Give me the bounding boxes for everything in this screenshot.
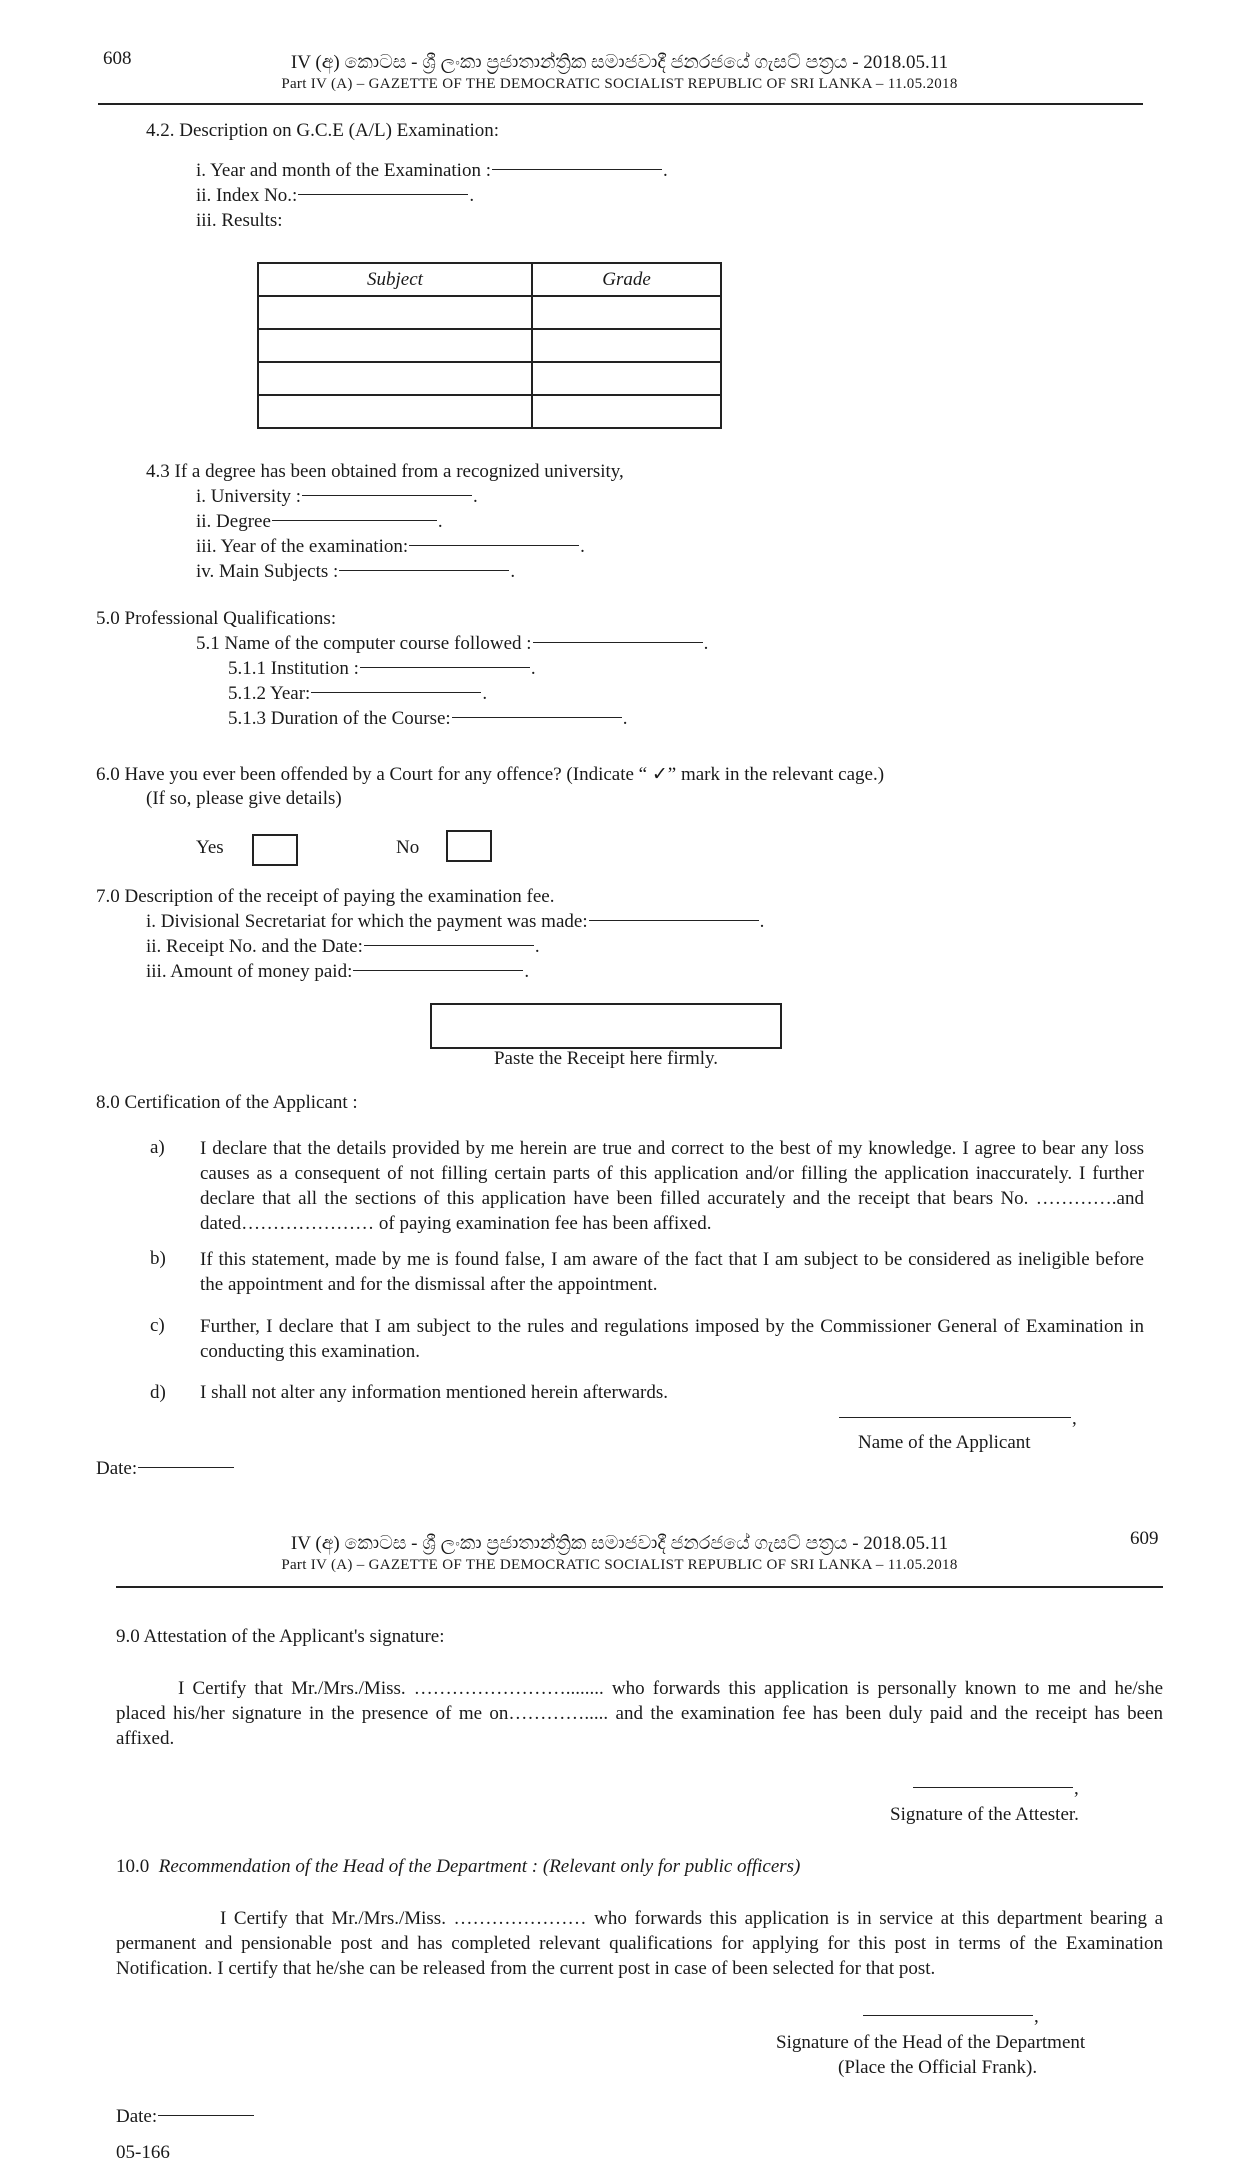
page-header-609 [0, 1533, 1239, 1574]
receipt-paste-note: Paste the Receipt here firmly. [493, 1048, 719, 1069]
main-subjects-field[interactable]: iv. Main Subjects : . [196, 561, 516, 582]
field-label: 5.1 Name of the computer course followed : [196, 633, 532, 654]
table-cell[interactable] [532, 296, 721, 329]
official-frank-caption: (Place the Official Frank). [838, 2057, 1038, 2078]
receipt-no-date-field[interactable]: ii. Receipt No. and the Date: . [146, 936, 540, 957]
field-label: ii. Degree [196, 511, 271, 532]
section-10-heading: Recommendation of the Head of the Department : (Relevant only for public officers) [158, 1856, 801, 1877]
section-8-title: 8.0 Certification of the Applicant : [96, 1092, 358, 1113]
no-label: No [396, 837, 420, 858]
date-field-609[interactable] [116, 2106, 255, 2128]
table-cell[interactable] [532, 362, 721, 395]
exam-year-month-field[interactable]: i. Year and month of the Examination : . [196, 160, 668, 181]
university-field[interactable]: i. University : . [196, 486, 478, 507]
declaration-c: Further, I declare that I am subject to the rules and regulations imposed by the Commissioner General of Examination in conducting this examination. [200, 1316, 1144, 1362]
attestation-text: I Certify that Mr./Mrs./Miss. ……………………........ who forwards this application is personally known to me and he/she placed his/her signature in the presence of me on…………..... and the examination fee has been duly paid and the receipt has been affixed. [116, 1678, 1163, 1749]
declaration-d: I shall not alter any information mentioned herein afterwards. [200, 1382, 668, 1403]
section-6-note: (If so, please give details) [146, 788, 342, 809]
table-cell[interactable] [258, 296, 532, 329]
attester-caption: Signature of the Attester. [890, 1804, 1079, 1825]
course-year-field[interactable]: 5.1.2 Year: . [228, 683, 488, 704]
date-field-608[interactable] [96, 1458, 235, 1480]
receipt-paste-box[interactable] [430, 1003, 782, 1049]
field-label: Date: [96, 1458, 138, 1479]
header-rule [98, 103, 1143, 105]
head-signature-line[interactable]: , [862, 2006, 1039, 2028]
section-4-3-title: 4.3 If a degree has been obtained from a recognized university, [146, 461, 624, 482]
section-10-title [116, 1856, 800, 1878]
item-a-label: a) [150, 1137, 165, 1158]
index-no-field[interactable]: ii. Index No.: . [196, 185, 475, 206]
section-4-2-title: 4.2. Description on G.C.E (A/L) Examination: [146, 120, 500, 141]
section-6-title: 6.0 Have you ever been offended by a Court for any offence? (Indicate “ ✓” mark in the relevant cage.) [96, 764, 885, 785]
page-number-609: 609 [1130, 1528, 1159, 1549]
applicant-signature-line[interactable]: , [838, 1408, 1077, 1430]
results-table [257, 262, 722, 429]
header-sinhala: IV (අ) කොටස - ශ්‍රී ලංකා ප්‍රජාතාන්ත්‍රික සමාජවාදී ජනරජයේ ගැසට් පත්‍රය - 2018.05.11 [290, 1533, 949, 1554]
header-rule [116, 1586, 1163, 1588]
institution-field[interactable]: 5.1.1 Institution : . [228, 658, 536, 679]
divisional-secretariat-field[interactable]: i. Divisional Secretariat for which the payment was made: . [146, 911, 765, 932]
field-label: iii. Amount of money paid: [146, 961, 353, 982]
yes-checkbox[interactable] [252, 834, 298, 866]
field-label: Date: [116, 2106, 158, 2127]
table-row [258, 395, 721, 428]
item-c-label: c) [150, 1315, 165, 1336]
header-english: Part IV (A) – GAZETTE OF THE DEMOCRATIC SOCIALIST REPUBLIC OF SRI LANKA – 11.05.2018 [281, 1557, 958, 1573]
degree-year-field[interactable]: iii. Year of the examination: . [196, 536, 585, 557]
amount-paid-field[interactable]: iii. Amount of money paid: . [146, 961, 530, 982]
section-5-title: 5.0 Professional Qualifications: [96, 608, 337, 629]
header-sinhala: IV (අ) කොටස - ශ්‍රී ලංකා ප්‍රජාතාන්ත්‍රික සමාජවාදී ජනරජයේ ගැසට් පත්‍රය - 2018.05.11 [290, 52, 949, 73]
field-label: iv. Main Subjects : [196, 561, 339, 582]
computer-course-field[interactable]: 5.1 Name of the computer course followed : . [196, 633, 709, 654]
table-cell[interactable] [258, 362, 532, 395]
header-english: Part IV (A) – GAZETTE OF THE DEMOCRATIC SOCIALIST REPUBLIC OF SRI LANKA – 11.05.2018 [281, 76, 958, 92]
table-cell[interactable] [532, 329, 721, 362]
page-number-608: 608 [103, 48, 132, 69]
declaration-b: If this statement, made by me is found false, I am aware of the fact that I am subject to be considered as ineligible before the appointment and for the dismissal after the appointment. [200, 1249, 1144, 1295]
field-label: ii. Receipt No. and the Date: [146, 936, 363, 957]
table-header-grade: Grade [532, 263, 721, 296]
field-label: i. University : [196, 486, 302, 507]
footer-code: 05-166 [116, 2142, 170, 2163]
field-label: ii. Index No.: [196, 185, 298, 206]
table-cell[interactable] [258, 395, 532, 428]
item-d-label: d) [150, 1382, 166, 1403]
yes-label: Yes [196, 837, 224, 858]
field-label: 5.1.3 Duration of the Course: [228, 708, 451, 729]
section-10-number: 10.0 [116, 1856, 150, 1877]
page-header-608 [0, 52, 1239, 93]
table-row [258, 329, 721, 362]
degree-field[interactable]: ii. Degree . [196, 511, 443, 532]
recommendation-text: I Certify that Mr./Mrs./Miss. ………………… who forwards this application is in service at this department bearing a permanent and pensionable post and has completed relevant qualifications for applying for this post in terms of the Examination Notification. I certify that he/she can be released from the current post in case of been selected for that post. [116, 1908, 1163, 1979]
applicant-name-caption: Name of the Applicant [858, 1432, 1031, 1453]
field-label: 5.1.2 Year: [228, 683, 311, 704]
no-checkbox[interactable] [446, 830, 492, 862]
item-b-label: b) [150, 1248, 166, 1269]
field-label: 5.1.1 Institution : [228, 658, 359, 679]
head-signature-caption: Signature of the Head of the Department [776, 2032, 1086, 2053]
table-row [258, 362, 721, 395]
section-9-title: 9.0 Attestation of the Applicant's signature: [116, 1626, 445, 1647]
table-cell[interactable] [532, 395, 721, 428]
declaration-a: I declare that the details provided by me herein are true and correct to the best of my knowledge. I agree to bear any loss causes as a consequent of not filling certain parts of this application and/or filling the application inaccurately. I further declare that all the sections of this application have been filled accurately and the receipt that bears No. ………….and dated………………… of paying examination fee has been affixed. [200, 1138, 1144, 1234]
section-7-title: 7.0 Description of the receipt of paying the examination fee. [96, 886, 555, 907]
results-label: iii. Results: [196, 210, 283, 231]
field-label: i. Year and month of the Examination : [196, 160, 491, 181]
field-label: iii. Year of the examination: [196, 536, 409, 557]
field-label: i. Divisional Secretariat for which the payment was made: [146, 911, 588, 932]
attester-signature-line[interactable]: , [912, 1778, 1079, 1800]
course-duration-field[interactable]: 5.1.3 Duration of the Course: . [228, 708, 628, 729]
table-row [258, 296, 721, 329]
table-header-subject: Subject [258, 263, 532, 296]
table-cell[interactable] [258, 329, 532, 362]
